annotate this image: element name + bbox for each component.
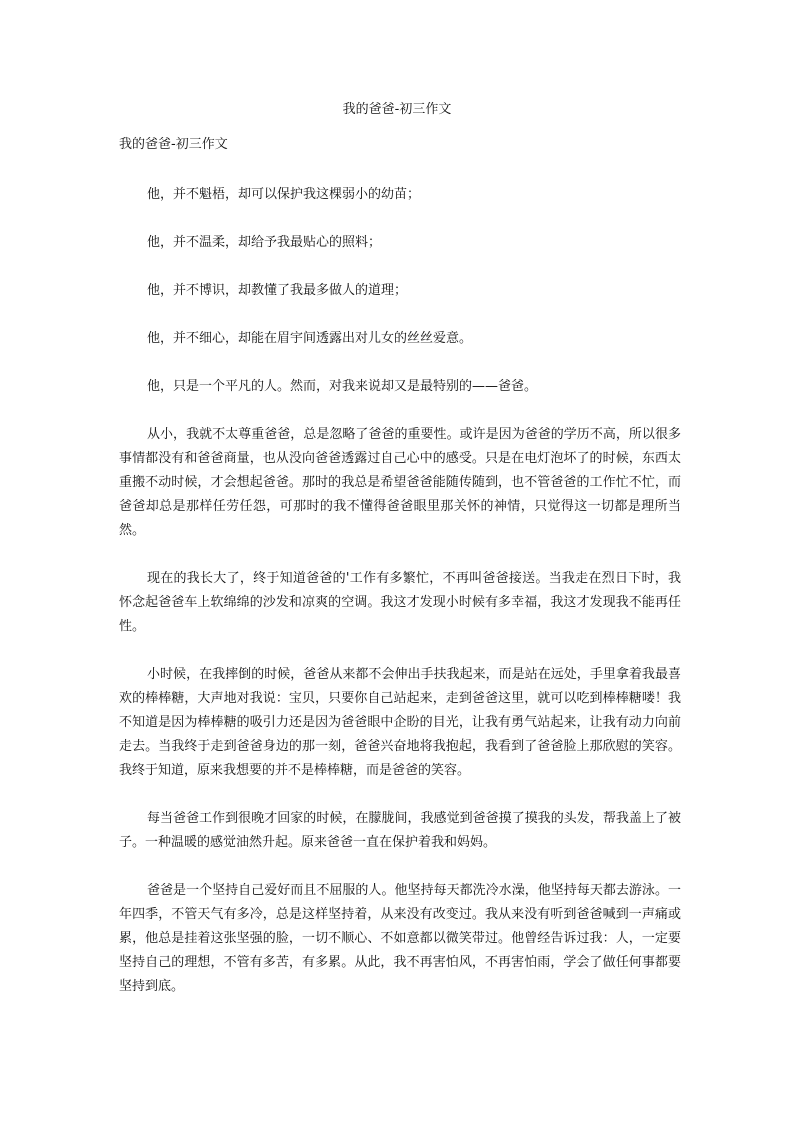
paragraph-7: 现在的我长大了，终于知道爸爸的'工作有多繁忙，不再叫爸爸接送。当我走在烈日下时，我怀念起爸爸车上软绵绵的沙发和凉爽的空调。我这才发现小时候有多幸福，我这才发现我不能再任性。 (119, 571, 681, 634)
paragraph-8: 小时候，在我摔倒的时候，爸爸从来都不会伸出手扶我起来，而是站在远处，手里拿着我最喜欢的棒棒糖，大声地对我说：宝贝，只要你自己站起来，走到爸爸这里，就可以吃到棒棒糖喽！我不知道是因为棒棒糖的吸引力还是因为爸爸眼中企盼的目光，让我有勇气站起来，让我有动力向前走去。当我终于走到爸爸身边的那一刻，爸爸兴奋地将我抱起，我看到了爸爸脸上那欣慰的笑容。我终于知道，原来我想要的并不是棒棒糖，而是爸爸的笑容。 (119, 667, 681, 778)
paragraph-5: 他，只是一个平凡的人。然而，对我来说却又是最特别的——爸爸。 (147, 379, 538, 394)
essay-body (119, 183, 681, 1023)
paragraph-3: 他，并不博识，却教懂了我最多做人的道理； (147, 283, 408, 298)
document-subtitle: 我的爸爸-初三作文 (119, 137, 228, 152)
paragraph-9: 每当爸爸工作到很晚才回家的时候，在朦胧间，我感觉到爸爸摸了摸我的头发，帮我盖上了被子。一种温暖的感觉油然升起。原来爸爸一直在保护着我和妈妈。 (119, 811, 681, 850)
document-title: 我的爸爸-初三作文 (342, 102, 452, 117)
paragraph-6: 从小，我就不太尊重爸爸，总是忽略了爸爸的重要性。或许是因为爸爸的学历不高，所以很多事情都没有和爸爸商量，也从没向爸爸透露过自己心中的感受。只是在电灯泡坏了的时候，东西太重搬不动时候，才会想起爸爸。那时的我总是希望爸爸能随传随到，也不管爸爸的工作忙不忙，而爸爸却总是那样任劳任怨，可那时的我不懂得爸爸眼里那关怀的神情，只觉得这一切都是理所当然。 (119, 427, 681, 538)
paragraph-10: 爸爸是一个坚持自己爱好而且不屈服的人。他坚持每天都洗冷水澡，他坚持每天都去游泳。一年四季，不管天气有多冷，总是这样坚持着，从来没有改变过。我从来没有听到爸爸喊到一声痛或累，他总是挂着这张坚强的脸，一切不顺心、不如意都以微笑带过。他曾经告诉过我：人，一定要坚持自己的理想，不管有多苦，有多累。从此，我不再害怕风，不再害怕雨，学会了做任何事都要坚持到底。 (119, 883, 681, 994)
paragraph-1: 他，并不魁梧，却可以保护我这棵弱小的幼苗； (147, 187, 421, 202)
paragraph-2: 他，并不温柔，却给予我最贴心的照料； (147, 235, 382, 250)
paragraph-4: 他，并不细心，却能在眉宇间透露出对儿女的丝丝爱意。 (147, 331, 473, 346)
